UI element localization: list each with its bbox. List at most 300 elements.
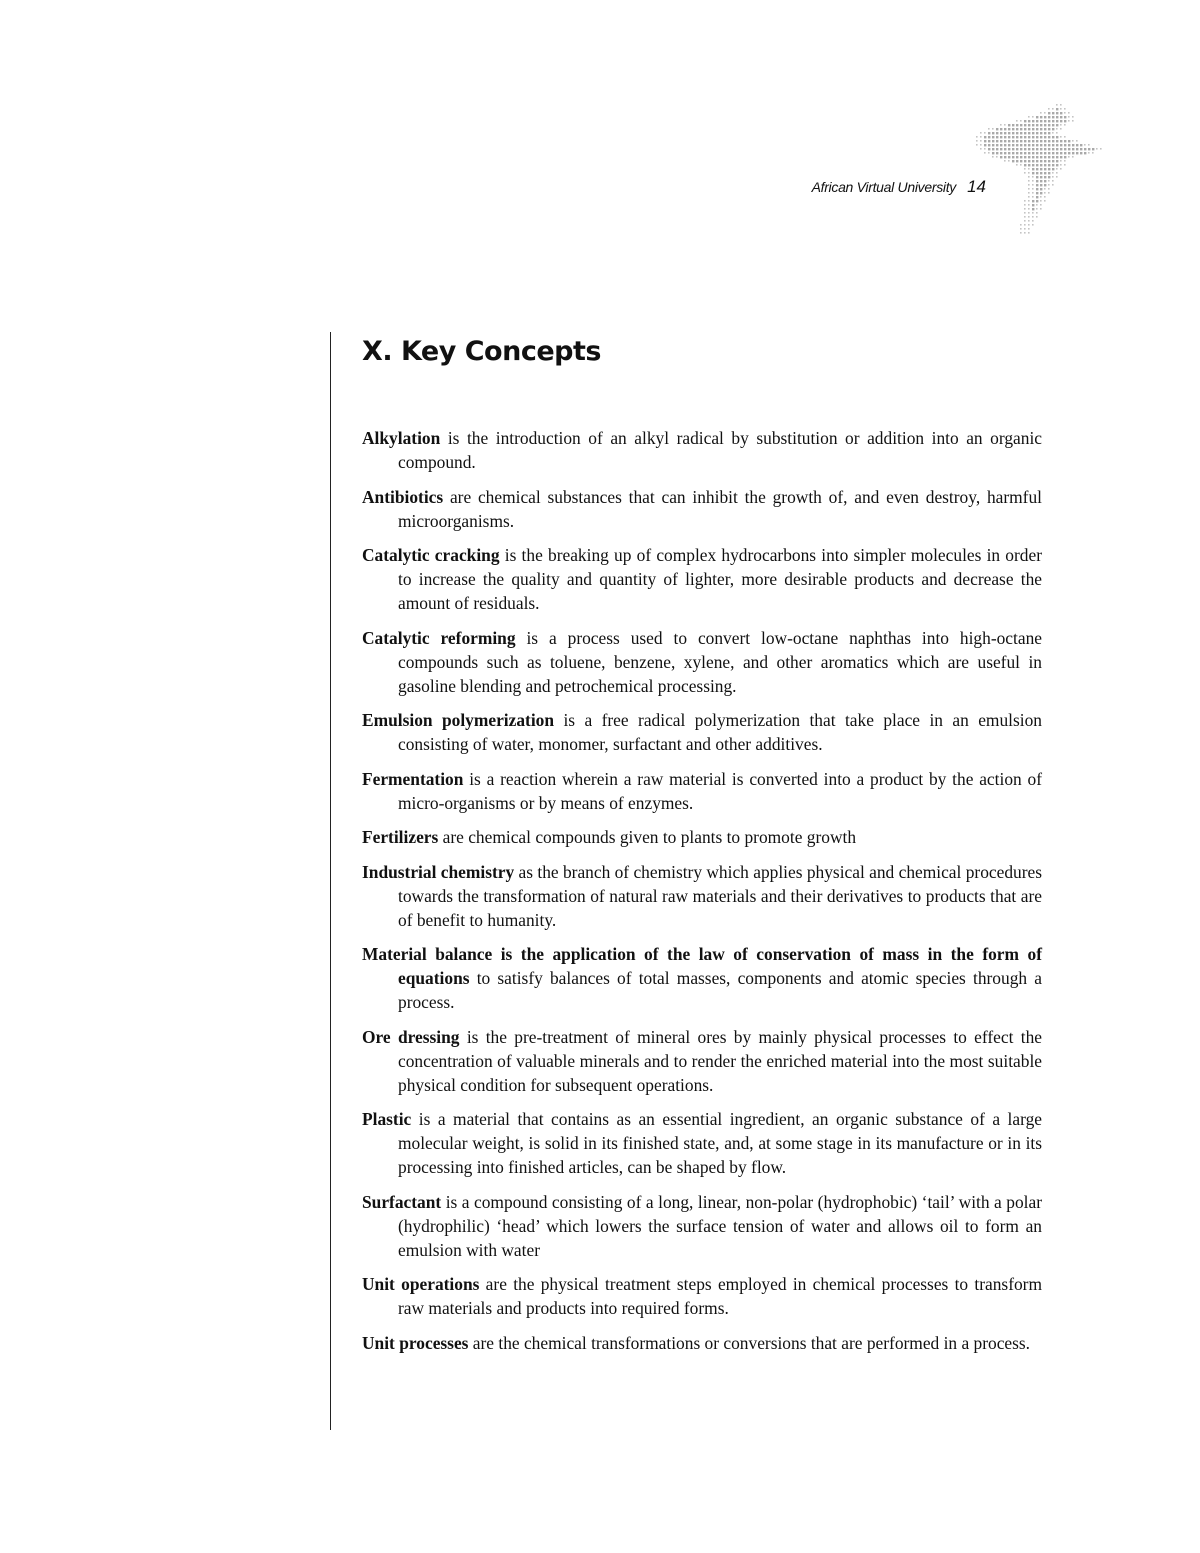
logo-dot <box>1016 156 1018 158</box>
logo-dot <box>1036 156 1038 158</box>
logo-dot <box>992 128 994 130</box>
logo-dot <box>1052 156 1054 158</box>
logo-dot <box>996 132 998 134</box>
logo-dot <box>1040 168 1042 170</box>
logo-dot <box>1044 164 1046 166</box>
logo-dot <box>1040 156 1042 158</box>
logo-dot <box>1076 144 1078 146</box>
logo-dot <box>1032 116 1034 118</box>
logo-dot <box>1000 156 1002 158</box>
logo-dot <box>1032 184 1034 186</box>
logo-dot <box>1004 136 1006 138</box>
logo-dot <box>1028 172 1030 174</box>
logo-dot <box>1064 152 1066 154</box>
logo-dot <box>1028 128 1030 130</box>
logo-dot <box>1036 132 1038 134</box>
logo-dot <box>1056 160 1058 162</box>
logo-dot <box>1016 148 1018 150</box>
logo-dot <box>1040 132 1042 134</box>
logo-dot <box>1044 184 1046 186</box>
logo-dot <box>1032 200 1034 202</box>
logo-dot <box>1024 212 1026 214</box>
logo-dot <box>1060 164 1062 166</box>
logo-dot <box>996 148 998 150</box>
logo-dot <box>1056 144 1058 146</box>
logo-dot <box>976 140 978 142</box>
logo-dot <box>1044 180 1046 182</box>
concept-definition: is a process used to convert low-octane naphthas into high-octane compounds such as toluene, benzene, xylene, and other aromatics which are useful in gasoline blending and petrochemical processing. <box>398 627 1042 696</box>
logo-dot <box>1008 140 1010 142</box>
logo-dot <box>1060 160 1062 162</box>
logo-dot <box>1008 132 1010 134</box>
logo-dot <box>1064 124 1066 126</box>
logo-dot <box>1032 208 1034 210</box>
logo-dot <box>1064 120 1066 122</box>
logo-dot <box>980 136 982 138</box>
logo-dot <box>1032 220 1034 222</box>
logo-dot <box>1028 164 1030 166</box>
logo-dot <box>1020 152 1022 154</box>
concept-term: Fertilizers <box>362 827 439 847</box>
logo-dot <box>980 144 982 146</box>
logo-dot <box>1024 228 1026 230</box>
logo-dot <box>1028 200 1030 202</box>
logo-dot <box>1028 176 1030 178</box>
logo-dot <box>1048 164 1050 166</box>
logo-dot <box>1020 164 1022 166</box>
logo-dot <box>1100 148 1102 150</box>
logo-dot <box>1036 136 1038 138</box>
logo-dot <box>1064 164 1066 166</box>
logo-dot <box>1044 196 1046 198</box>
logo-dot <box>988 144 990 146</box>
concept-entry <box>362 1025 1042 1097</box>
logo-dot <box>1052 136 1054 138</box>
logo-dot <box>1028 208 1030 210</box>
concept-definition: is a compound consisting of a long, linear, non-polar (hydrophobic) ‘tail’ with a polar (hydrophilic) ‘head’ which lowers the surface tension of water and allows oil to form an emulsion with water <box>398 1191 1042 1260</box>
logo-dot <box>1044 176 1046 178</box>
logo-dot <box>1020 136 1022 138</box>
logo-dot <box>1052 176 1054 178</box>
logo-dot <box>1052 108 1054 110</box>
concept-definition: are chemical substances that can inhibit the growth of, and even destroy, harmful microorganisms. <box>398 486 1042 531</box>
logo-dot <box>1044 156 1046 158</box>
logo-dot <box>1028 204 1030 206</box>
logo-dot <box>988 140 990 142</box>
logo-dot <box>1056 152 1058 154</box>
logo-dot <box>1056 116 1058 118</box>
logo-dot <box>1016 128 1018 130</box>
logo-dot <box>1020 128 1022 130</box>
logo-dot <box>1036 184 1038 186</box>
logo-dot <box>988 132 990 134</box>
logo-dot <box>992 136 994 138</box>
logo-dot <box>1020 132 1022 134</box>
logo-dot <box>1036 120 1038 122</box>
logo-dot <box>1028 140 1030 142</box>
logo-dot <box>1088 152 1090 154</box>
logo-dot <box>1032 148 1034 150</box>
logo-dot <box>1052 160 1054 162</box>
logo-dot <box>1060 168 1062 170</box>
logo-dot <box>1056 172 1058 174</box>
logo-dot <box>1012 152 1014 154</box>
logo-dot <box>1028 232 1030 234</box>
logo-dot <box>1028 220 1030 222</box>
logo-dot <box>1024 232 1026 234</box>
logo-dot <box>1040 196 1042 198</box>
logo-dot <box>1028 184 1030 186</box>
logo-dot <box>1044 192 1046 194</box>
logo-dot <box>1024 144 1026 146</box>
concept-term: Catalytic cracking <box>362 545 500 565</box>
logo-dot <box>1008 148 1010 150</box>
logo-dot <box>1084 144 1086 146</box>
logo-dot <box>1020 228 1022 230</box>
concept-entry <box>362 543 1042 615</box>
logo-dot <box>992 144 994 146</box>
logo-dot <box>1064 136 1066 138</box>
concept-definition: is the pre-treatment of mineral ores by mainly physical processes to effect the concentration of valuable minerals and to render the enriched material into the most suitable physical condition for subsequent operations. <box>398 1026 1042 1095</box>
logo-dot <box>1028 196 1030 198</box>
logo-dot <box>1012 124 1014 126</box>
logo-dot <box>1036 200 1038 202</box>
logo-dot <box>1040 184 1042 186</box>
logo-dot <box>1068 148 1070 150</box>
logo-dot <box>1072 144 1074 146</box>
logo-dot <box>1036 124 1038 126</box>
logo-dot <box>1048 148 1050 150</box>
logo-dot <box>996 140 998 142</box>
logo-dot <box>1028 216 1030 218</box>
logo-dot <box>1024 120 1026 122</box>
logo-dot <box>1044 136 1046 138</box>
logo-dot <box>1076 140 1078 142</box>
logo-dot <box>1028 188 1030 190</box>
logo-dot <box>1040 172 1042 174</box>
logo-dot <box>1040 204 1042 206</box>
logo-dot <box>1016 164 1018 166</box>
logo-dot <box>1044 124 1046 126</box>
concept-definition: as the branch of chemistry which applies physical and chemical procedures towards the transformation of natural raw materials and their derivatives to products that are of benefit to humanity. <box>398 861 1042 930</box>
logo-dot <box>1052 164 1054 166</box>
logo-dot <box>1032 152 1034 154</box>
logo-dot <box>1044 188 1046 190</box>
logo-dot <box>1020 140 1022 142</box>
logo-dot <box>1024 136 1026 138</box>
concept-term: Antibiotics <box>362 486 444 507</box>
logo-dot <box>1024 160 1026 162</box>
logo-dot <box>1036 144 1038 146</box>
logo-dot <box>1024 132 1026 134</box>
logo-dot <box>1024 204 1026 206</box>
logo-dot <box>1036 208 1038 210</box>
logo-dot <box>1036 176 1038 178</box>
logo-dot <box>1012 148 1014 150</box>
logo-dot <box>1064 140 1066 142</box>
logo-dot <box>1056 108 1058 110</box>
concept-definition: is the introduction of an alkyl radical by substitution or addition into an organic compound. <box>398 428 1042 472</box>
logo-dot <box>1036 140 1038 142</box>
concept-entry <box>362 708 1042 756</box>
logo-dot <box>1016 144 1018 146</box>
logo-dot <box>1012 128 1014 130</box>
logo-dot <box>1008 144 1010 146</box>
logo-dot <box>1052 124 1054 126</box>
logo-dot <box>1028 148 1030 150</box>
logo-dot <box>1072 116 1074 118</box>
logo-dot <box>1000 128 1002 130</box>
logo-dot <box>1048 124 1050 126</box>
logo-dot <box>1064 116 1066 118</box>
logo-dot <box>1044 128 1046 130</box>
logo-dot <box>992 152 994 154</box>
logo-dot <box>1008 124 1010 126</box>
logo-dot <box>1032 196 1034 198</box>
logo-dot <box>1028 144 1030 146</box>
logo-dot <box>1016 160 1018 162</box>
logo-dot <box>988 148 990 150</box>
logo-dot <box>1032 136 1034 138</box>
logo-dot <box>1052 172 1054 174</box>
logo-dot <box>1024 220 1026 222</box>
logo-dot <box>1024 140 1026 142</box>
logo-dot <box>1044 200 1046 202</box>
logo-dot <box>1024 124 1026 126</box>
logo-dot <box>1016 132 1018 134</box>
logo-dot <box>1020 124 1022 126</box>
logo-dot <box>1064 144 1066 146</box>
logo-dot <box>976 144 978 146</box>
logo-dot <box>1012 160 1014 162</box>
logo-dot <box>1028 160 1030 162</box>
concept-entry <box>362 1331 1042 1355</box>
logo-dot <box>1000 140 1002 142</box>
concept-definition: are chemical compounds given to plants to promote growth <box>438 827 857 847</box>
logo-dot <box>1068 112 1070 114</box>
logo-dot <box>1020 144 1022 146</box>
logo-dot <box>1048 108 1050 110</box>
logo-dot <box>1032 180 1034 182</box>
logo-dot <box>1024 208 1026 210</box>
logo-dot <box>1040 136 1042 138</box>
logo-dot <box>1032 204 1034 206</box>
logo-dot <box>1064 156 1066 158</box>
logo-dot <box>1028 228 1030 230</box>
logo-dot <box>1048 180 1050 182</box>
logo-dot <box>1060 120 1062 122</box>
logo-dot <box>1092 152 1094 154</box>
logo-dot <box>1060 156 1062 158</box>
logo-dot <box>976 136 978 138</box>
logo-dot <box>1032 176 1034 178</box>
logo-dot <box>1028 156 1030 158</box>
logo-dot <box>1068 116 1070 118</box>
concept-entry <box>362 626 1042 698</box>
concept-entry <box>362 426 1042 474</box>
running-header <box>760 176 990 200</box>
logo-dot <box>1052 148 1054 150</box>
logo-dot <box>1044 144 1046 146</box>
logo-dot <box>1060 128 1062 130</box>
logo-dot <box>1044 152 1046 154</box>
concept-definition: are the physical treatment steps employed in chemical processes to transform raw materials and products into required forms. <box>398 1274 1043 1318</box>
logo-dot <box>1036 116 1038 118</box>
logo-dot <box>1056 128 1058 130</box>
logo-dot <box>1028 212 1030 214</box>
logo-dot <box>1056 164 1058 166</box>
logo-dot <box>1000 152 1002 154</box>
logo-dot <box>1052 140 1054 142</box>
concept-term: Industrial chemistry <box>362 861 515 882</box>
logo-dot <box>1052 128 1054 130</box>
logo-dot <box>1036 216 1038 218</box>
logo-dot <box>1048 136 1050 138</box>
logo-dot <box>1072 156 1074 158</box>
logo-dot <box>1004 144 1006 146</box>
logo-dot <box>992 140 994 142</box>
concept-entry <box>362 942 1042 1014</box>
concept-entry <box>362 767 1042 815</box>
logo-dot <box>1040 116 1042 118</box>
logo-dot <box>1048 140 1050 142</box>
logo-dot <box>1048 152 1050 154</box>
logo-dot <box>1024 152 1026 154</box>
logo-dot <box>1048 144 1050 146</box>
logo-dot <box>1020 160 1022 162</box>
logo-dot <box>1028 136 1030 138</box>
logo-dot <box>1004 132 1006 134</box>
logo-dot <box>1016 120 1018 122</box>
concept-definition: are the chemical transformations or conversions that are performed in a process. <box>468 1332 1031 1353</box>
logo-dot <box>1032 168 1034 170</box>
logo-dot <box>1004 140 1006 142</box>
logo-dot <box>1008 156 1010 158</box>
logo-dot <box>1020 224 1022 226</box>
logo-dot <box>1012 136 1014 138</box>
logo-dot <box>1044 160 1046 162</box>
logo-dot <box>1032 132 1034 134</box>
logo-dot <box>1024 164 1026 166</box>
logo-dot <box>1056 140 1058 142</box>
logo-dot <box>1060 140 1062 142</box>
logo-dot <box>1040 160 1042 162</box>
logo-dot <box>1032 188 1034 190</box>
logo-dot <box>988 136 990 138</box>
logo-dot <box>1060 116 1062 118</box>
concept-term: Unit operations <box>362 1274 480 1294</box>
logo-dot <box>1036 192 1038 194</box>
logo-dot <box>1004 128 1006 130</box>
logo-dot <box>1020 148 1022 150</box>
logo-dot <box>1028 224 1030 226</box>
logo-dot <box>984 144 986 146</box>
logo-dot <box>1000 144 1002 146</box>
logo-dot <box>1044 120 1046 122</box>
logo-dot <box>1092 148 1094 150</box>
logo-dot <box>1052 184 1054 186</box>
logo-dot <box>1012 140 1014 142</box>
logo-dot <box>992 132 994 134</box>
logo-dot <box>1076 152 1078 154</box>
logo-dot <box>1012 132 1014 134</box>
logo-dot <box>1036 180 1038 182</box>
logo-dot <box>1072 140 1074 142</box>
logo-dot <box>1060 108 1062 110</box>
logo-dot <box>1052 112 1054 114</box>
logo-dot <box>1028 116 1030 118</box>
logo-dot <box>1044 168 1046 170</box>
logo-dot <box>1068 140 1070 142</box>
logo-dot <box>1000 148 1002 150</box>
logo-dot <box>1048 184 1050 186</box>
logo-dot <box>1080 148 1082 150</box>
logo-dot <box>1056 148 1058 150</box>
logo-dot <box>1068 120 1070 122</box>
logo-dot <box>1028 192 1030 194</box>
logo-dot <box>1032 144 1034 146</box>
logo-dot <box>1084 152 1086 154</box>
logo-dot <box>1012 156 1014 158</box>
logo-dot <box>1060 148 1062 150</box>
logo-dot <box>1032 224 1034 226</box>
logo-dot <box>1032 120 1034 122</box>
logo-dot <box>996 128 998 130</box>
logo-dot <box>1016 140 1018 142</box>
logo-dot <box>1036 148 1038 150</box>
logo-dot <box>1052 168 1054 170</box>
logo-dot <box>1064 148 1066 150</box>
logo-dot <box>1040 120 1042 122</box>
logo-dot <box>1056 112 1058 114</box>
logo-dot <box>1088 148 1090 150</box>
logo-dot <box>1048 168 1050 170</box>
logo-dot <box>1040 192 1042 194</box>
logo-dot <box>1048 120 1050 122</box>
logo-dot <box>1028 132 1030 134</box>
header-institution-name: African Virtual University <box>811 179 956 195</box>
logo-dot <box>1060 112 1062 114</box>
logo-dot <box>1048 188 1050 190</box>
logo-dot <box>1040 200 1042 202</box>
logo-dot <box>1032 140 1034 142</box>
logo-dot <box>1064 160 1066 162</box>
logo-dot <box>1036 168 1038 170</box>
logo-dot <box>1068 152 1070 154</box>
logo-dot <box>1048 160 1050 162</box>
logo-dot <box>1036 164 1038 166</box>
logo-dot <box>980 132 982 134</box>
concept-term: Unit processes <box>362 1332 469 1353</box>
concept-definition: to satisfy balances of total masses, components and atomic species through a process. <box>398 968 1042 1012</box>
logo-dot <box>1024 172 1026 174</box>
logo-dot <box>1008 136 1010 138</box>
logo-dot <box>1004 156 1006 158</box>
logo-dot <box>1016 152 1018 154</box>
logo-dot <box>1044 112 1046 114</box>
logo-dot <box>996 136 998 138</box>
logo-dot <box>1032 164 1034 166</box>
logo-dot <box>1044 172 1046 174</box>
margin-rule <box>330 332 331 1430</box>
logo-dot <box>996 144 998 146</box>
logo-dot <box>1052 116 1054 118</box>
logo-dot <box>1020 120 1022 122</box>
logo-dot <box>1056 136 1058 138</box>
logo-dot <box>1084 148 1086 150</box>
concept-term: Emulsion polymerization <box>362 710 555 730</box>
concept-term: Catalytic reforming <box>362 627 516 648</box>
